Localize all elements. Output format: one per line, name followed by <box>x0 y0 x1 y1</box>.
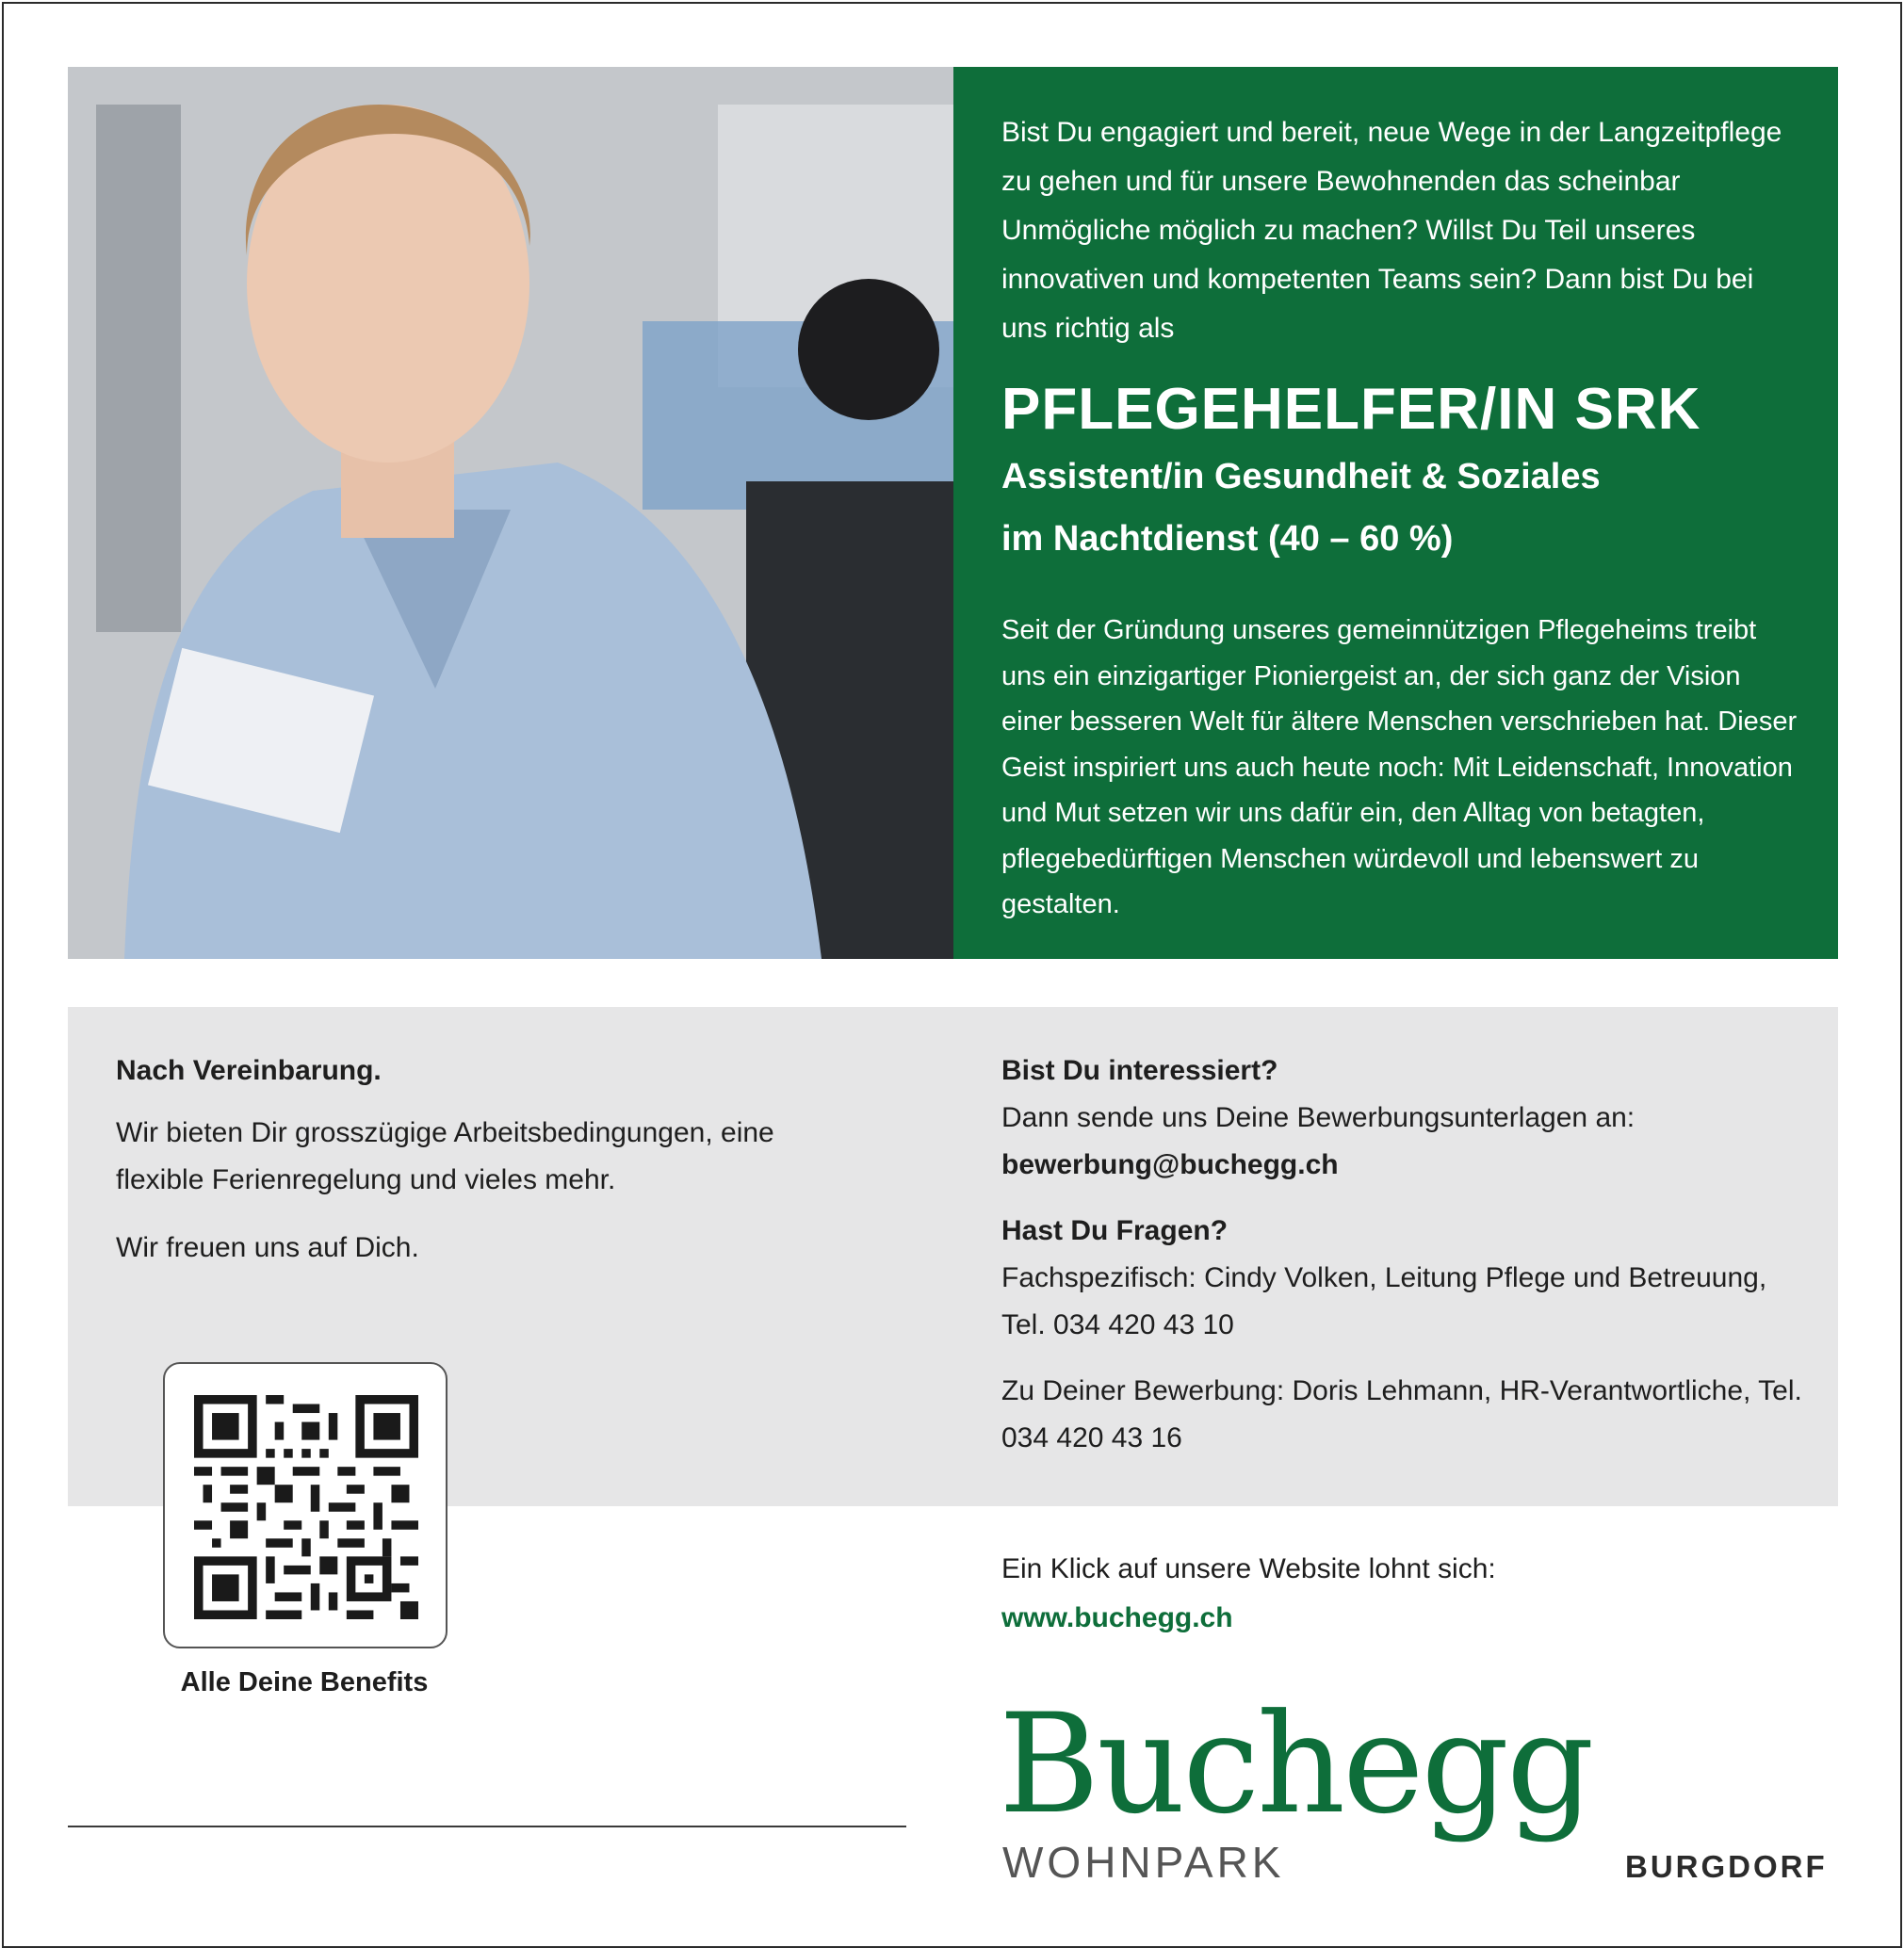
questions-heading: Hast Du Fragen? <box>1001 1215 1229 1246</box>
about-text: Seit der Gründung unseres gemeinnützigen Pflegeheims treibt uns ein einzigartiger Pioniergeist an, der sich ganz der Vision einer besseren Welt für ältere Menschen verschrieben hat. Dieser Geist inspiriert uns auch heute noch: Mit Leidenschaft, Innovation und Mut setzen wir uns dafür ein, den Alltag von betagten, pflegebedürftigen Menschen würdevoll und lebenswert zu gestalten. <box>1001 615 1798 919</box>
hero-text-panel <box>953 67 1838 959</box>
offer-column <box>116 1047 870 1292</box>
qr-caption: Alle Deine Benefits <box>180 1667 429 1697</box>
website-link[interactable]: www.buchegg.ch <box>1001 1602 1233 1633</box>
job-subtitle-2: im Nachtdienst (40 – 60 %) <box>1001 519 1454 559</box>
qr-card[interactable] <box>163 1362 448 1648</box>
start-date: Nach Vereinbarung. <box>116 1055 382 1086</box>
brand-city: BURGDORF <box>1625 1849 1828 1884</box>
brand-logo <box>999 1684 1602 1887</box>
divider <box>68 1826 906 1827</box>
job-subtitle-1: Assistent/in Gesundheit & Soziales <box>1001 457 1601 496</box>
qr-code-icon <box>194 1393 418 1621</box>
email-link[interactable]: bewerbung@buchegg.ch <box>1001 1149 1339 1180</box>
interested-text: Dann sende uns Deine Bewerbungsunterlagen an: <box>1001 1102 1635 1133</box>
website-block <box>1001 1545 1496 1643</box>
questions-text: Fachspezifisch: Cindy Volken, Leitung Pflege und Betreuung, Tel. 034 420 43 10 <box>1001 1262 1767 1340</box>
job-title: PFLEGEHELFER/IN SRK <box>1001 377 1701 442</box>
hero-photo <box>68 67 953 959</box>
brand-subname: WOHNPARK <box>1002 1838 1285 1887</box>
contact-column <box>1001 1047 1812 1481</box>
website-text: Ein Klick auf unsere Website lohnt sich: <box>1001 1553 1496 1584</box>
application-text: Zu Deiner Bewerbung: Doris Lehmann, HR-Verantwortliche, Tel. 034 420 43 16 <box>1001 1375 1802 1453</box>
brand-name: Buchegg <box>999 1684 1592 1844</box>
closing-text: Wir freuen uns auf Dich. <box>116 1232 419 1263</box>
interested-heading: Bist Du interessiert? <box>1001 1055 1278 1086</box>
intro-text: Bist Du engagiert und bereit, neue Wege in der Langzeitpflege zu gehen und für unsere Bewohnenden das scheinbar Unmögliche möglich zu machen? Willst Du Teil unseres innovativen und kompetenten Teams sein? Dann bist Du bei uns richtig als <box>1001 117 1782 344</box>
benefits-text: Wir bieten Dir grosszügige Arbeitsbedingungen, eine flexible Ferienregelung und vieles mehr. <box>116 1117 774 1195</box>
